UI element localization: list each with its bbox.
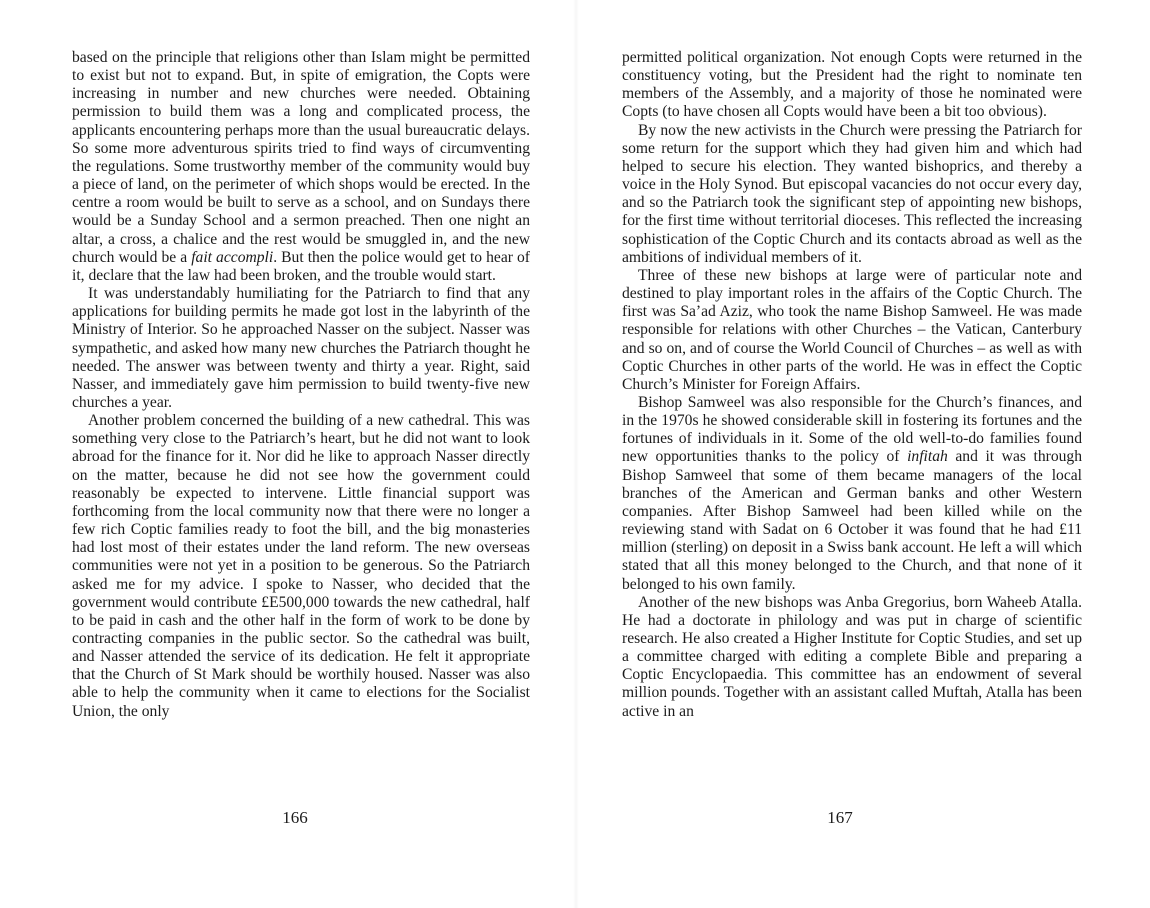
- left-page: [72, 49, 530, 721]
- paragraph: permitted political organization. Not enough Copts were returned in the constituency voting, but the President had the right to nominate ten members of the Assembly, and a majority of those he nominated were Copts (to have chosen all Copts would have been a bit too obvious).: [622, 49, 1082, 121]
- page-number-right: 167: [827, 808, 853, 827]
- gutter: [573, 0, 579, 908]
- right-page-text: [622, 49, 1082, 721]
- paragraph: By now the new activists in the Church were pressing the Patriarch for some return for the support which they had given him and which had helped to secure his election. They wanted bishoprics, and thereby a voice in the Holy Synod. But episcopal vacancies do not occur every day, and so the Patriarch took the significant step of appointing new bishops, for the first time without territorial dioceses. This reflected the increasing sophistication of the Coptic Church and its contacts abroad as well as the ambitions of individual members of it.: [622, 121, 1082, 266]
- paragraph: based on the principle that religions other than Islam might be permitted to exist but not to expand. But, in spite of emigration, the Copts were increasing in number and new churches were needed. Obtaining permission to build them was a long and complicated process, the applicants encountering perhaps more than the usual bureaucratic delays. So some more adventurous spirits tried to find ways of circumventing the regulations. Some trustworthy member of the community would buy a piece of land, on the perimeter of which shops would be erected. In the centre a room would be built to serve as a school, and on Sundays there would be a Sunday School and a sermon preached. Then one night an altar, a cross, a chalice and the rest would be smuggled in, and the new church would be a fait accompli. But then the police would get to hear of it, declare that the law had been broken, and the trouble would start.: [72, 49, 530, 284]
- paragraph: Three of these new bishops at large were of particular note and destined to play important roles in the affairs of the Coptic Church. The first was Sa’ad Aziz, who took the name Bishop Samweel. He was made responsible for relations with other Churches – the Vatican, Canterbury and so on, and of course the World Council of Churches – as well as with Coptic Churches in other parts of the world. He was in effect the Coptic Church’s Minister for Foreign Affairs.: [622, 266, 1082, 393]
- left-page-text: [72, 49, 530, 721]
- paragraph: Another of the new bishops was Anba Gregorius, born Waheeb Atalla. He had a doctorate in philology and was put in charge of scientific research. He also created a Higher Institute for Coptic Studies, and set up a committee charged with editing a complete Bible and preparing a Coptic Encyclopaedia. This committee has an endowment of several million pounds. Together with an assistant called Muftah, Atalla has been active in an: [622, 593, 1082, 720]
- right-page: [622, 49, 1082, 721]
- paragraph: Bishop Samweel was also responsible for the Church’s finances, and in the 1970s he showed considerable skill in fostering its fortunes and the fortunes of individuals in it. Some of the old well-to-do families found new opportunities thanks to the policy of infitah and it was through Bishop Samweel that some of them became managers of the local branches of the American and German banks and other Western companies. After Bishop Samweel had been killed while on the reviewing stand with Sadat on 6 October it was found that he had £11 million (sterling) on deposit in a Swiss bank account. He left a will which stated that all this money belonged to the Church, and that none of it belonged to his own family.: [622, 393, 1083, 593]
- italic-term: fait accompli: [191, 248, 274, 266]
- page-number-left: 166: [282, 808, 308, 827]
- italic-term: infitah: [907, 448, 948, 466]
- paragraph: It was understandably humiliating for the Patriarch to find that any applications for building permits he made got lost in the labyrinth of the Ministry of Interior. So he approached Nasser on the subject. Nasser was sympathetic, and asked how many new churches the Patriarch thought he needed. The answer was between twenty and thirty a year. Right, said Nasser, and immediately gave him permission to build twenty-five new churches a year.: [72, 285, 530, 411]
- paragraph: Another problem concerned the building of a new cathedral. This was something very close to the Patriarch’s heart, but he did not want to look abroad for the finance for it. Nor did he like to approach Nasser directly on the matter, because he did not see how the government could reasonably be expected to intervene. Little financial support was forthcoming from the local community now that there were no longer a few rich Coptic families ready to foot the bill, and the big monasteries had lost most of their estates under the land reform. The new overseas communities were not yet in a position to be generous. So the Patriarch asked me for my advice. I spoke to Nasser, who decided that the government would contribute £E500,000 towards the new cathedral, half to be paid in cash and the other half in the form of work to be done by contracting companies in the public sector. So the cathedral was built, and Nasser attended the service of its dedication. He felt it appropriate that the Church of St Mark should be worthily housed. Nasser was also able to help the community when it came to elections for the Socialist Union, the only: [72, 412, 530, 720]
